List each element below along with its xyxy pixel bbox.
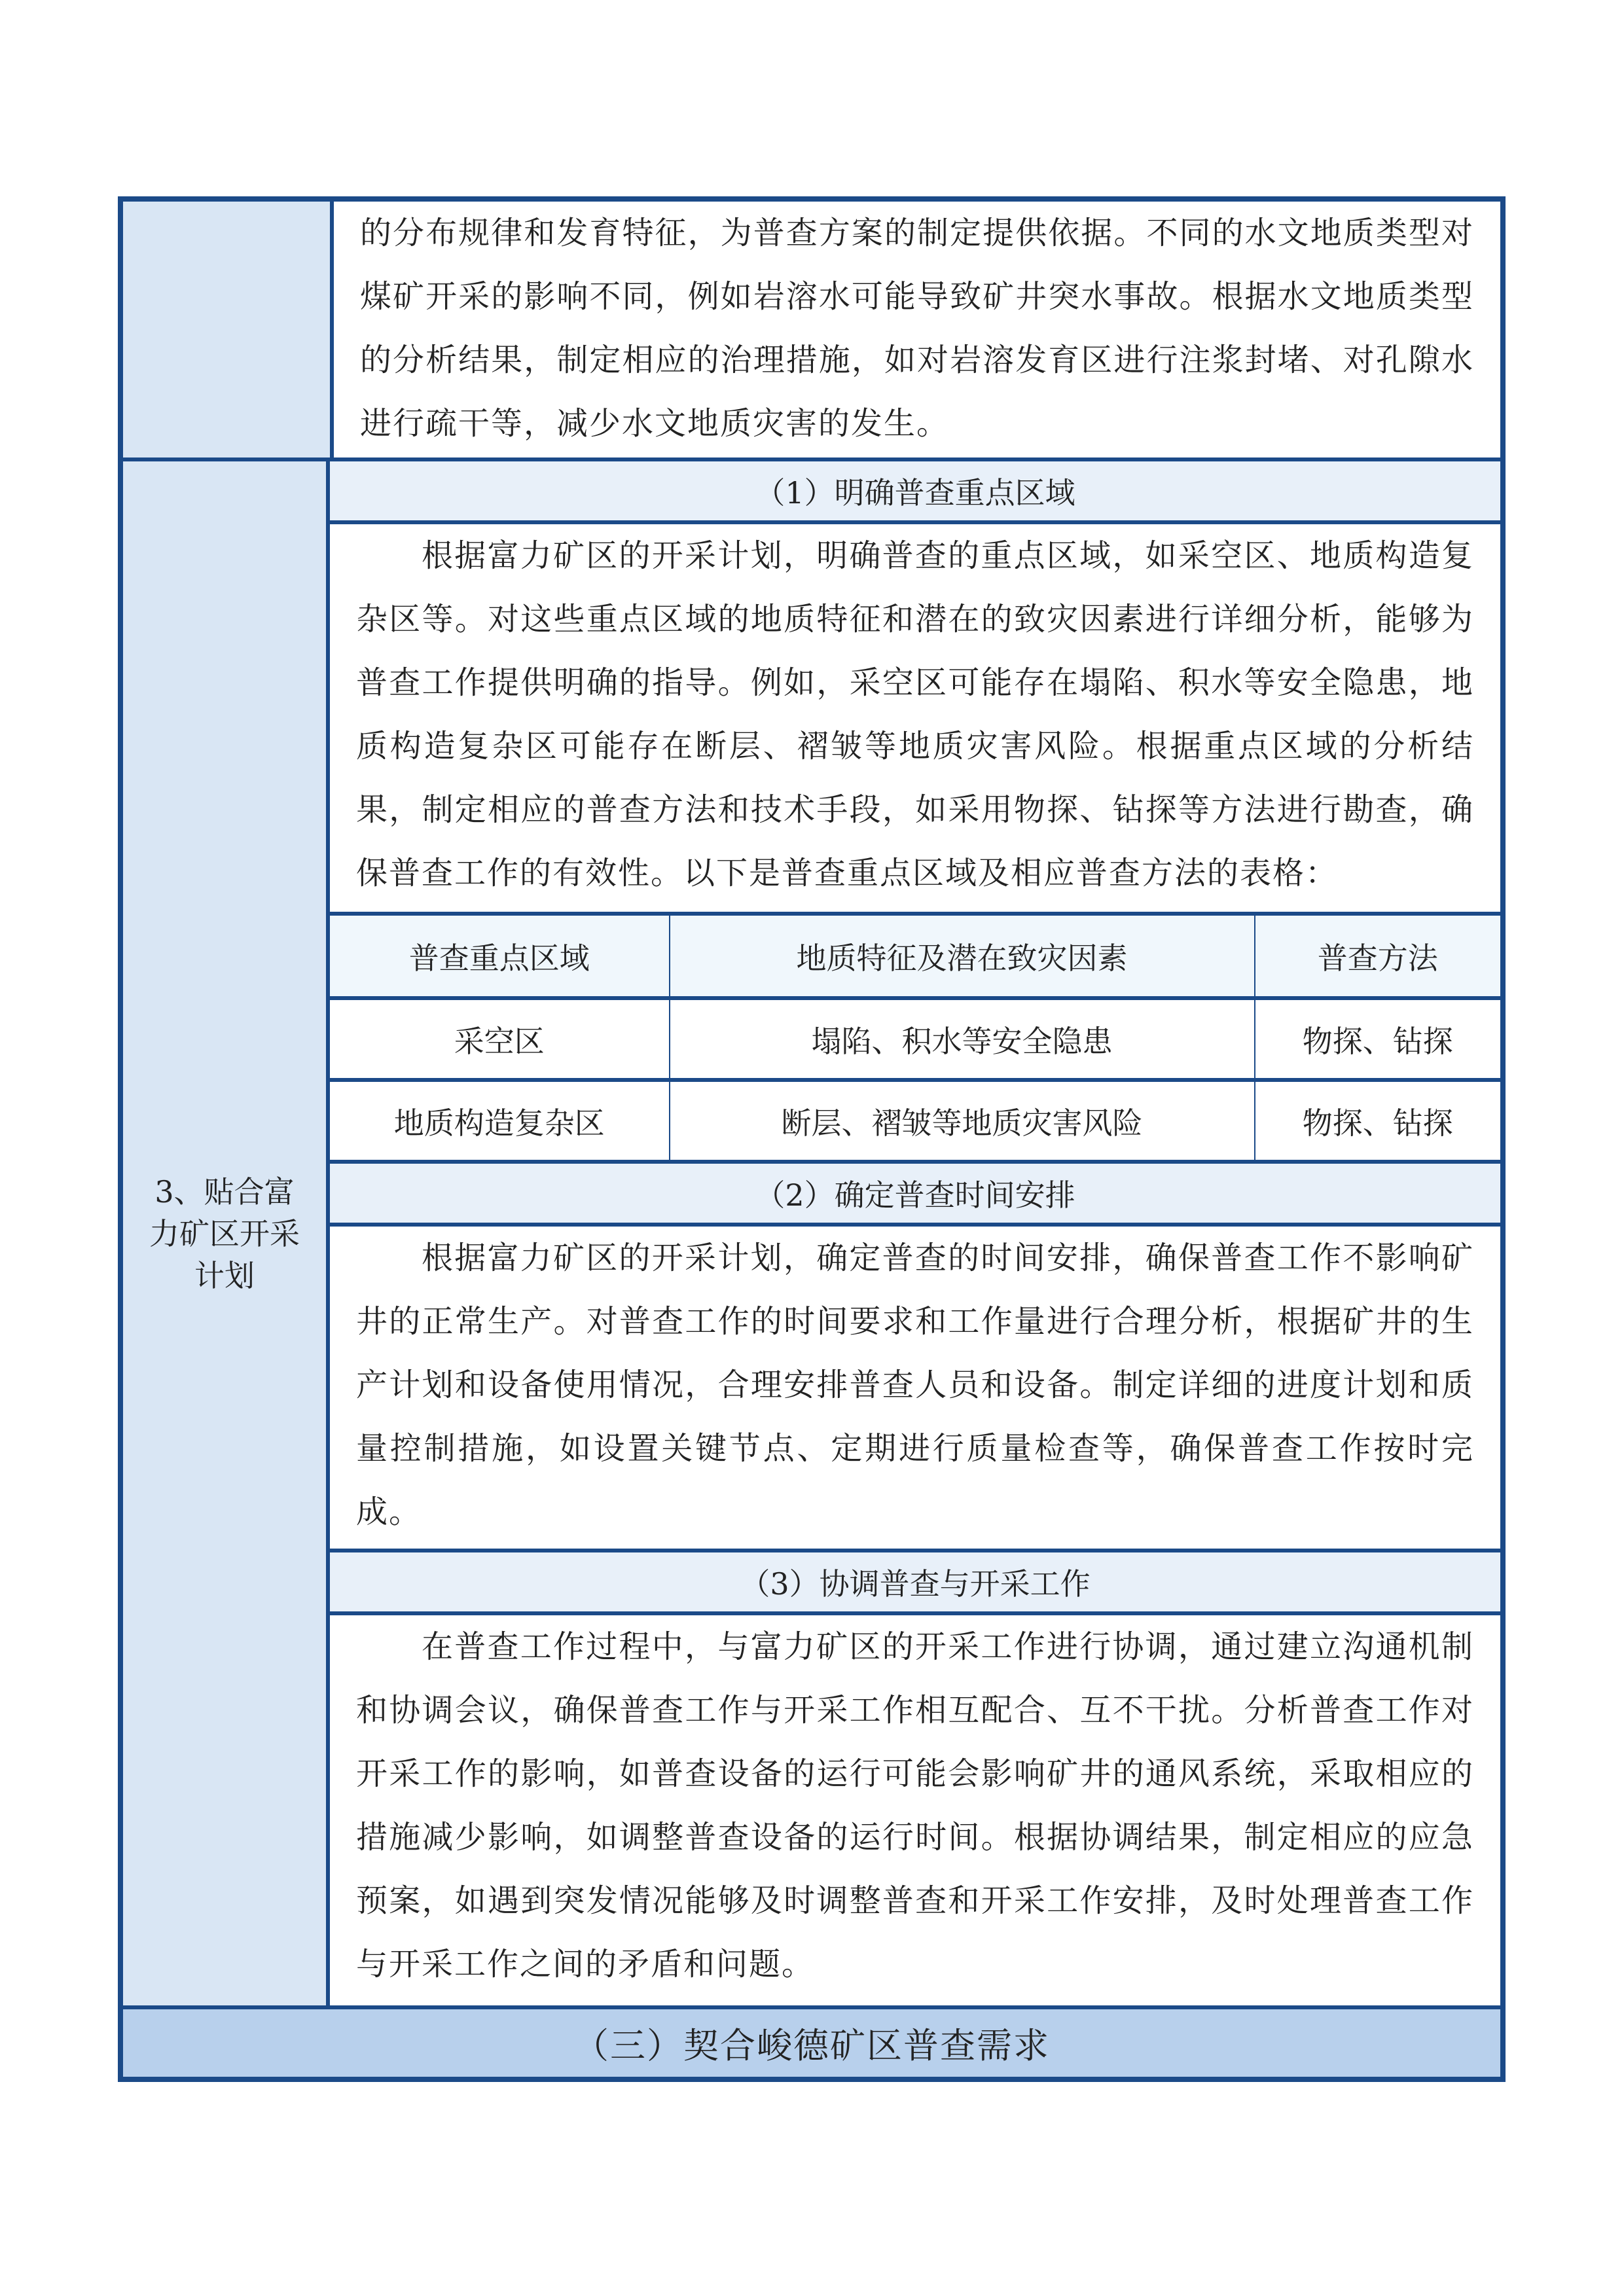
paragraph-hydrogeology: 的分布规律和发育特征，为普查方案的制定提供依据。不同的水文地质类型对煤矿开采的影响不同，例如岩溶水可能导致矿井突水事故。根据水文地质类型的分析结果，制定相应的治理措施，如对岩溶发育区进行注浆封堵、对孔隙水进行疏干等，减少水文地质灾害的发生。 bbox=[360, 215, 1474, 442]
table-cell: 物探、钻探 bbox=[1255, 1080, 1500, 1160]
paragraph-1: 根据富力矿区的开采计划，明确普查的重点区域，如采空区、地质构造复杂区等。对这些重点区域的地质特征和潜在的致灾因素进行详细分析，能够为普查工作提供明确的指导。例如，采空区可能存在塌陷、积水等安全隐患，地质构造复杂区可能存在断层、褶皱等地质灾害风险。根据重点区域的分析结果，制定相应的普查方法和技术手段，如采用物探、钻探等方法进行勘查，确保普查工作的有效性。以下是普查重点区域及相应普查方法的表格： bbox=[330, 520, 1500, 912]
table-header-row bbox=[330, 916, 1500, 998]
table-cell: 塌陷、积水等安全隐患 bbox=[670, 998, 1255, 1080]
survey-areas-table-wrap bbox=[330, 912, 1500, 1160]
paragraph-2: 根据富力矿区的开采计划，确定普查的时间安排，确保普查工作不影响矿井的正常生产。对普查工作的时间要求和工作量进行合理分析，根据矿井的生产计划和设备使用情况，合理安排普查人员和设备。制定详细的进度计划和质量控制措施，如设置关键节点、定期进行质量检查等，确保普查工作按时完成。 bbox=[330, 1223, 1500, 1549]
section-heading-3: （三）契合峻德矿区普查需求 bbox=[123, 2009, 1500, 2077]
paragraph-3: 在普查工作过程中，与富力矿区的开采工作进行协调，通过建立沟通机制和协调会议，确保普查工作与开采工作相互配合、互不干扰。分析普查工作对开采工作的影响，如普查设备的运行可能会影响矿井的通风系统，采取相应的措施减少影响，如调整普查设备的运行时间。根据协调结果，制定相应的应急预案，如遇到突发情况能够及时调整普查和开采工作安排，及时处理普查工作与开采工作之间的矛盾和问题。 bbox=[330, 1611, 1500, 2005]
table-cell: 物探、钻探 bbox=[1255, 998, 1500, 1080]
header-cell: 普查方法 bbox=[1255, 916, 1500, 998]
section-label: 3、贴合富力矿区开采计划 bbox=[123, 461, 330, 2005]
subheading-3: （3）协调普查与开采工作 bbox=[330, 1549, 1500, 1611]
section3-row bbox=[123, 457, 1500, 2005]
left-cell-empty bbox=[123, 202, 334, 457]
subheading-2: （2）确定普查时间安排 bbox=[330, 1160, 1500, 1223]
final-row bbox=[123, 2005, 1500, 2077]
section3-content bbox=[330, 461, 1500, 2005]
table-row bbox=[330, 1080, 1500, 1160]
right-cell bbox=[334, 202, 1500, 457]
table-row bbox=[330, 998, 1500, 1080]
table-cell: 地质构造复杂区 bbox=[330, 1080, 670, 1160]
subheading-1: （1）明确普查重点区域 bbox=[330, 461, 1500, 520]
survey-areas-table bbox=[330, 916, 1500, 1160]
content-table bbox=[118, 196, 1506, 2082]
hydrogeology-row bbox=[123, 202, 1500, 457]
table-cell: 断层、褶皱等地质灾害风险 bbox=[670, 1080, 1255, 1160]
table-cell: 采空区 bbox=[330, 998, 670, 1080]
header-cell: 普查重点区域 bbox=[330, 916, 670, 998]
header-cell: 地质特征及潜在致灾因素 bbox=[670, 916, 1255, 998]
